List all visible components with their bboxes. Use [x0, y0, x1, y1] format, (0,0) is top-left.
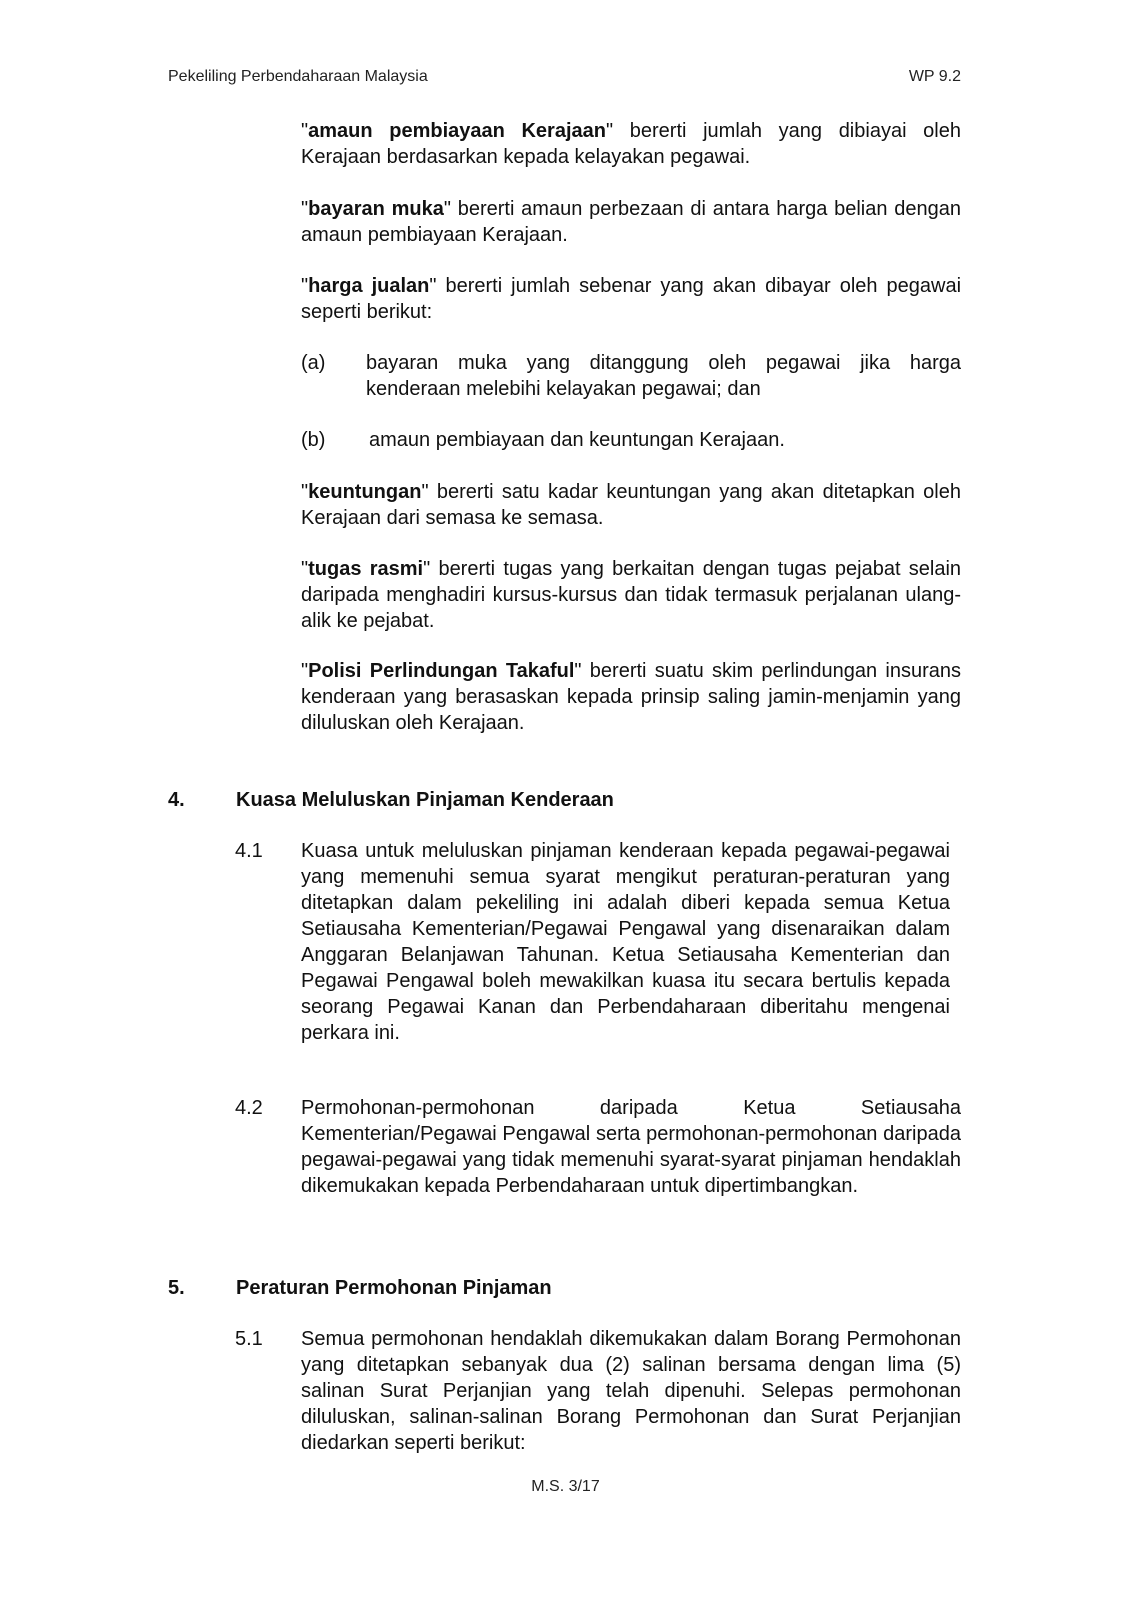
list-item-text: amaun pembiayaan dan keuntungan Kerajaan.: [369, 429, 785, 451]
definition-text: bererti jumlah sebenar yang akan dibayar oleh pegawai seperti berikut:: [301, 275, 962, 323]
subsection-number: 4.1: [235, 840, 263, 862]
definition-harga-jualan: "harga jualan" bererti jumlah sebenar yang akan dibayar oleh pegawai seperti berikut:: [301, 275, 962, 323]
definition-bayaran-muka: "bayaran muka" bererti amaun perbezaan di antara harga belian dengan amaun pembiayaan Kerajaan.: [301, 198, 961, 246]
section-title: Peraturan Permohonan Pinjaman: [236, 1277, 552, 1299]
section-number: 4.: [168, 789, 185, 811]
definition-tugas-rasmi: "tugas rasmi" bererti tugas yang berkaitan dengan tugas pejabat selain daripada menghadiri kursus-kursus dan tidak termasuk perjalanan ulang-alik ke pejabat.: [301, 558, 962, 632]
list-item-b: [301, 427, 961, 453]
list-item-text: bayaran muka yang ditanggung oleh pegawai jika harga kenderaan melebihi kelayakan pegawai; dan: [366, 352, 961, 400]
definition-term: tugas rasmi: [308, 558, 424, 580]
document-header-title: Pekeliling Perbendaharaan Malaysia: [168, 68, 428, 85]
definition-text: bererti jumlah yang dibiayai oleh Kerajaan berdasarkan kepada kelayakan pegawai.: [301, 120, 961, 168]
document-reference-code: WP 9.2: [908, 68, 961, 85]
subsection-text: Kuasa untuk meluluskan pinjaman kenderaan kepada pegawai-pegawai yang memenuhi semua syarat mengikut peraturan-peraturan yang ditetapkan dalam pekeliling ini adalah diberi kepada semua Ketua Setiausaha Kementerian/Pegawai Pengawal yang disenaraikan dalam Anggaran Belanjawan Tahunan. Ketua Setiausaha Kementerian dan Pegawai Pengawal boleh mewakilkan kuasa itu secara bertulis kepada seorang Pegawai Kanan dan Perbendaharaan diberitahu mengenai perkara ini.: [301, 840, 950, 1044]
page-number: M.S. 3/17: [531, 1478, 600, 1495]
subsection-5-1: [235, 1326, 961, 1456]
subsection-number: 4.2: [235, 1097, 263, 1119]
section-title: Kuasa Meluluskan Pinjaman Kenderaan: [236, 789, 614, 811]
definition-term: harga jualan: [308, 275, 430, 297]
definition-keuntungan: "keuntungan" bererti satu kadar keuntungan yang akan ditetapkan oleh Kerajaan dari semasa ke semasa.: [301, 481, 961, 529]
definition-text: bererti amaun perbezaan di antara harga belian dengan amaun pembiayaan Kerajaan.: [301, 198, 961, 246]
definition-amaun-pembiayaan: "amaun pembiayaan Kerajaan" bererti jumlah yang dibiayai oleh Kerajaan berdasarkan kepada kelayakan pegawai.: [301, 120, 961, 168]
list-item-label: (a): [301, 352, 326, 374]
list-item-label: (b): [301, 429, 326, 451]
subsection-number: 5.1: [235, 1328, 263, 1350]
definition-term: bayaran muka: [308, 198, 444, 220]
subsection-4-1: [235, 838, 950, 1046]
definition-term: amaun pembiayaan Kerajaan: [308, 120, 606, 142]
list-item-a: [301, 350, 961, 402]
definition-text: bererti tugas yang berkaitan dengan tugas pejabat selain daripada menghadiri kursus-kursus dan tidak termasuk perjalanan ulang-alik ke pejabat.: [301, 558, 962, 632]
definition-text: bererti suatu skim perlindungan insurans kenderaan yang berasaskan kepada prinsip saling jamin-menjamin yang diluluskan oleh Kerajaan.: [301, 660, 961, 734]
subsection-text: Semua permohonan hendaklah dikemukakan dalam Borang Permohonan yang ditetapkan sebanyak dua (2) salinan bersama dengan lima (5) salinan Surat Perjanjian yang telah dipenuhi. Selepas permohonan diluluskan, salinan-salinan Borang Permohonan dan Surat Perjanjian diedarkan seperti berikut:: [301, 1328, 961, 1454]
subsection-4-2: [235, 1095, 961, 1199]
subsection-text: Permohonan-permohonan daripada Ketua Setiausaha Kementerian/Pegawai Pengawal serta permohonan-permohonan daripada pegawai-pegawai yang tidak memenuhi syarat-syarat pinjaman hendaklah dikemukakan kepada Perbendaharaan untuk dipertimbangkan.: [301, 1097, 961, 1197]
definition-term: keuntungan: [308, 481, 422, 503]
definition-polisi-takaful: "Polisi Perlindungan Takaful" bererti suatu skim perlindungan insurans kenderaan yang berasaskan kepada prinsip saling jamin-menjamin yang diluluskan oleh Kerajaan.: [301, 660, 961, 734]
definition-text: bererti satu kadar keuntungan yang akan ditetapkan oleh Kerajaan dari semasa ke semasa.: [301, 481, 961, 529]
section-number: 5.: [168, 1277, 185, 1299]
definition-term: Polisi Perlindungan Takaful: [308, 660, 575, 682]
